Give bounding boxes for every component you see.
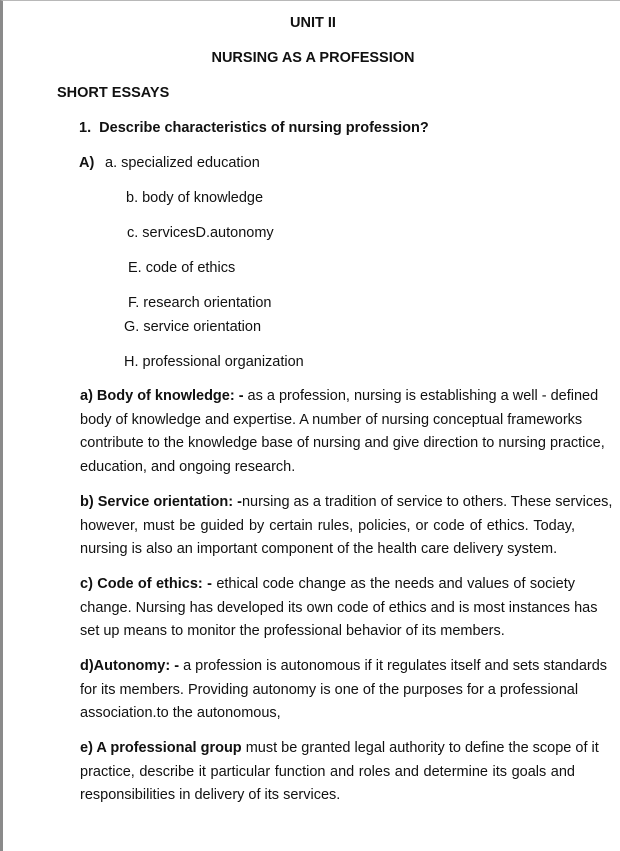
paragraph-line: a) Body of knowledge: - as a profession, nursing is establishing a well - defined <box>80 388 599 404</box>
question-text: Describe characteristics of nursing profession? <box>99 120 429 136</box>
paragraph-line: education, and ongoing research. <box>80 458 296 475</box>
paragraph-line: nursing is also an important component of the health care delivery system. <box>80 541 558 557</box>
paragraph-line: responsibilities in delivery of its services. <box>80 787 341 803</box>
paragraph-line: body of knowledge and expertise. A number of nursing conceptual frameworks <box>80 411 583 428</box>
paragraph-line: c) Code of ethics: - ethical code change as the needs and values of society <box>80 576 575 592</box>
question-number: 1. <box>79 120 92 136</box>
section-heading: SHORT ESSAYS <box>57 85 170 101</box>
list-item: c. servicesD.autonomy <box>127 225 274 241</box>
list-item: F. research orientation <box>128 295 272 311</box>
paragraph-professional-group <box>80 737 599 808</box>
list-item: H. professional organization <box>124 354 304 370</box>
paragraph-heading: b) Service orientation: - <box>80 494 242 510</box>
paragraph-line: contribute to the knowledge base of nursing and give direction to nursing practice, <box>80 435 605 451</box>
unit-heading: UNIT II <box>290 15 336 31</box>
paragraph-service-orientation <box>80 491 613 562</box>
paragraph-autonomy <box>80 655 608 726</box>
paragraph-line: b) Service orientation: -nursing as a tradition of service to others. These services, <box>80 494 613 510</box>
paragraph-line: however, must be guided by certain rules, policies, or code of ethics. Today, <box>80 517 575 534</box>
paragraph-line: e) A professional group must be granted legal authority to define the scope of it <box>80 740 599 756</box>
paragraph-heading: c) Code of ethics: - <box>80 576 212 592</box>
list-item: a. specialized education <box>105 155 260 171</box>
paragraph-body-of-knowledge <box>80 385 605 479</box>
question-heading <box>79 120 429 136</box>
list-item: b. body of knowledge <box>126 190 264 206</box>
list-item: G. service orientation <box>124 319 262 335</box>
paragraph-line: d)Autonomy: - a profession is autonomous if it regulates itself and sets standards <box>80 658 608 674</box>
paragraph-heading: e) A professional group <box>80 740 242 756</box>
list-item: E. code of ethics <box>128 260 236 276</box>
paragraph-heading: d)Autonomy: - <box>80 658 180 674</box>
answer-label: A) <box>79 155 95 171</box>
paragraph-line: practice, describe it particular function and roles and determine its goals and <box>80 763 575 780</box>
paragraph-line: association.to the autonomous, <box>80 705 281 721</box>
paragraph-code-of-ethics <box>80 573 598 644</box>
paragraph-line: for its members. Providing autonomy is one of the purposes for a professional <box>80 681 579 698</box>
paragraph-heading: a) Body of knowledge: - <box>80 388 244 404</box>
paragraph-line: change. Nursing has developed its own code of ethics and is most instances has <box>80 599 598 616</box>
paragraph-line: set up means to monitor the professional behavior of its members. <box>80 623 505 639</box>
page-title: NURSING AS A PROFESSION <box>211 50 415 66</box>
